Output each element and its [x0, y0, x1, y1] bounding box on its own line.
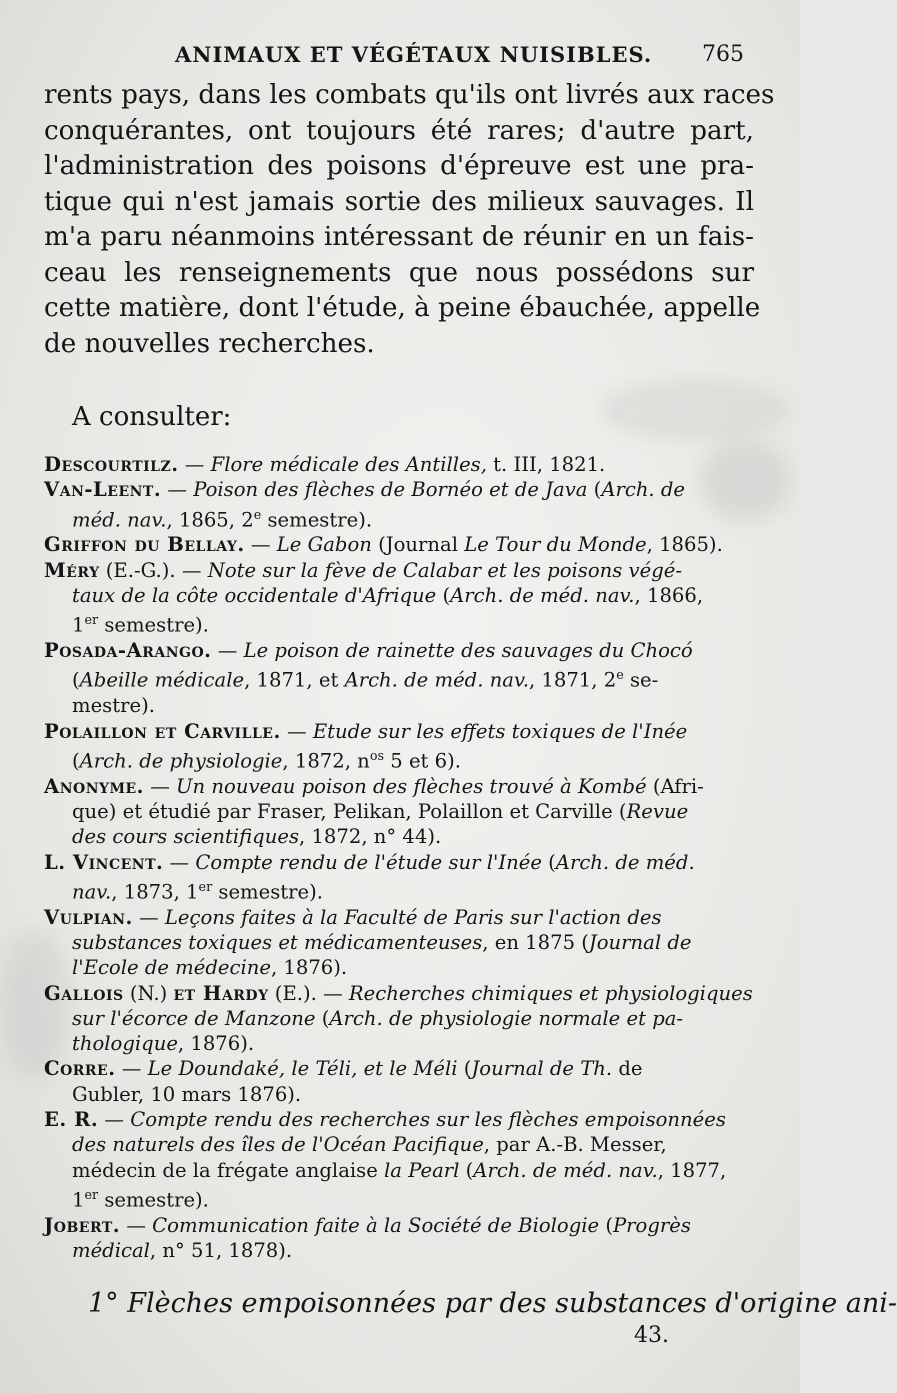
reference-author: Descourtilz. [44, 453, 179, 476]
reference-text: (Afri- [646, 774, 704, 798]
reference-line [44, 608, 760, 638]
body-line: m'a paru néanmoins intéressant de réunir en un fais- [44, 222, 754, 252]
paper-stain [600, 380, 790, 440]
reference-text: ( [587, 478, 602, 502]
reference-text: e [253, 507, 262, 523]
reference-text: — [280, 719, 313, 743]
reference-line [44, 1006, 760, 1031]
reference-title: méd. nav. [72, 508, 167, 532]
body-line: cette matière, dont l'étude, à peine ébauchée, appelle [44, 293, 761, 323]
reference-text: — [120, 1213, 153, 1237]
reference-title: Poison des flèches de Bornéo et de Java [193, 478, 588, 502]
reference-text: , 1865). [646, 533, 723, 557]
reference-text: os [369, 748, 385, 764]
reference-text: semestre). [98, 613, 209, 637]
reference-title: Revue [626, 799, 689, 823]
reference-title: des naturels des îles de l'Océan Pacifique [72, 1133, 484, 1157]
reference-text: , 1872, n [282, 749, 370, 773]
reference-entry [44, 558, 760, 638]
reference-entry [44, 719, 760, 774]
reference-line [44, 905, 760, 930]
reference-text: , 1876). [270, 956, 348, 980]
reference-author: Vulpian. [44, 905, 133, 929]
reference-text: — [163, 850, 196, 874]
reference-title: substances toxiques et médicamenteuses [72, 931, 483, 954]
reference-text: que) et étudié par Fraser, Pelikan, Polaillon et Carville ( [72, 799, 627, 823]
reference-line [44, 1183, 760, 1213]
running-header [175, 38, 750, 74]
reference-title: Arch. de [601, 478, 686, 502]
body-line: ceau les renseignements que nous possédons sur [44, 257, 754, 288]
reference-line [44, 719, 760, 744]
reference-line [44, 583, 760, 608]
reference-title: Journal de Th. [471, 1057, 613, 1081]
reference-title: Arch. de méd. nav. [344, 668, 529, 692]
reference-text: , 1876). [177, 1032, 255, 1056]
reference-line [44, 1107, 760, 1132]
reference-text: médecin de la frégate anglaise [72, 1158, 385, 1182]
reference-text: (E.). — [268, 981, 349, 1005]
reference-author: Polaillon et Carville. [44, 719, 281, 743]
reference-line [44, 824, 760, 849]
reference-title: Communication faite à la Société de Biologie [152, 1213, 600, 1237]
reference-title: Arch. de physiologie [79, 749, 283, 773]
consult-heading: A consulter: [72, 402, 232, 432]
reference-text: 1 [72, 613, 85, 637]
reference-line [44, 744, 760, 774]
reference-author: Griffon du Bellay. [44, 533, 245, 557]
reference-text: , 1871, 2 [528, 668, 617, 692]
reference-title: taux de la côte occidentale d'Afrique [72, 584, 437, 608]
reference-title: Le poison de rainette des sauvages du Chocó [243, 639, 693, 663]
reference-text: er [84, 1187, 99, 1203]
reference-text: ( [315, 1006, 330, 1030]
section-heading: 1° Flèches empoisonnées par des substances d'origine ani- [88, 1288, 897, 1319]
body-line: l'administration des poisons d'épreuve est une pra- [44, 151, 754, 181]
reference-line [44, 1056, 760, 1081]
reference-line [44, 955, 760, 980]
reference-author: Jobert. [44, 1213, 121, 1237]
reference-author: E. R. [44, 1108, 99, 1132]
reference-title: Arch. de physiologie normale et pa- [329, 1006, 684, 1030]
reference-text: (E.-G.). — [99, 558, 208, 582]
body-line: rents pays, dans les combats qu'ils ont livrés aux races [44, 80, 775, 110]
reference-text: se- [623, 668, 659, 692]
reference-title: Flore médicale des Antilles, [210, 453, 487, 476]
reference-entry [44, 1213, 760, 1264]
reference-text: ( [72, 668, 80, 692]
reference-title: Arch. de méd. nav. [473, 1158, 658, 1182]
reference-text: — [244, 533, 277, 557]
reference-title: Un nouveau poison des flèches trouvé à Kombé [176, 774, 647, 798]
reference-line [44, 774, 760, 799]
reference-text: — [161, 478, 194, 502]
reference-title: Compte rendu de l'étude sur l'Inée [195, 850, 542, 874]
reference-author: Posada-Arango. [44, 639, 212, 663]
reference-line [44, 1238, 760, 1263]
reference-author: L. Vincent. [44, 850, 164, 874]
reference-text: , 1865, 2 [166, 508, 254, 532]
reference-text: , 1873, 1 [111, 880, 199, 904]
reference-line [44, 503, 760, 533]
reference-title: nav. [72, 880, 112, 904]
body-paragraph [44, 78, 775, 362]
reference-line [44, 875, 760, 905]
reference-title: Recherches chimiques et physiologiques [348, 981, 753, 1005]
reference-text: ( [541, 850, 556, 874]
reference-text: — [178, 453, 211, 476]
reference-title: thologique [72, 1032, 178, 1056]
reference-line [44, 850, 760, 875]
reference-text: ( [457, 1057, 472, 1081]
reference-line [44, 477, 760, 502]
reference-line [44, 799, 760, 824]
reference-text: 5 et 6). [384, 749, 461, 773]
running-title: ANIMAUX ET VÉGÉTAUX NUISIBLES. [175, 42, 653, 67]
reference-line [44, 638, 760, 663]
reference-text: ( [599, 1213, 613, 1237]
reference-title: Etude sur les effets toxiques de l'Inée [312, 719, 688, 743]
reference-entry [44, 638, 760, 718]
reference-entry [44, 1056, 760, 1107]
reference-author: Van-Leent. [44, 478, 162, 502]
reference-text: — [98, 1108, 131, 1132]
reference-line [44, 1031, 760, 1056]
reference-text: (Journal [371, 533, 465, 557]
reference-text: , 1877, [657, 1158, 727, 1182]
reference-text: , n° 51, 1878). [149, 1239, 293, 1263]
reference-text: semestre). [98, 1188, 209, 1212]
reference-entry [44, 774, 760, 850]
reference-text: (N.) [123, 981, 174, 1005]
reference-text: er [84, 613, 99, 629]
reference-text: mestre). [72, 694, 155, 718]
reference-line [44, 693, 760, 718]
body-line: de nouvelles recherches. [44, 328, 375, 359]
reference-text: er [198, 879, 213, 895]
reference-text: de [612, 1057, 643, 1081]
reference-title: Progrès [612, 1213, 691, 1237]
reference-author: Gallois [44, 981, 124, 1005]
reference-title: Abeille médicale [79, 668, 245, 692]
reference-line [44, 663, 760, 693]
reference-title: Compte rendu des recherches sur les flèches empoisonnées [130, 1108, 726, 1132]
reference-text: ( [72, 749, 80, 773]
reference-line [44, 1082, 760, 1107]
reference-title: sur l'écorce de Manzone [72, 1006, 316, 1030]
reference-text: , en 1875 ( [482, 931, 589, 954]
reference-text: semestre). [261, 508, 373, 532]
reference-author: Méry [44, 558, 100, 582]
reference-text: e [616, 668, 624, 684]
reference-title: des cours scientifiques [72, 825, 299, 849]
reference-author: Anonyme. [44, 774, 144, 798]
reference-text: t. III, 1821. [486, 453, 606, 476]
reference-line [44, 1158, 760, 1183]
body-line: tique qui n'est jamais sortie des milieux sauvages. Il [44, 186, 754, 217]
reference-title: Note sur la fève de Calabar et les poisons végé- [207, 558, 682, 582]
reference-title: Journal de [588, 931, 692, 954]
reference-entry [44, 981, 760, 1057]
reference-text: , par A.-B. Messer, [483, 1133, 667, 1157]
reference-title: Arch. de méd. [555, 850, 695, 874]
reference-text: 1 [72, 1188, 85, 1212]
reference-title: Arch. de méd. nav. [450, 584, 635, 608]
reference-title: Le Doundaké, le Téli, et le Méli [147, 1057, 458, 1081]
reference-line [44, 1213, 760, 1238]
page-number: 765 [702, 42, 744, 67]
reference-entry [44, 905, 760, 981]
reference-text: , 1866, [634, 584, 704, 608]
reference-line [44, 930, 760, 955]
reference-line [44, 452, 760, 477]
reference-text: , 1872, n° 44). [299, 825, 442, 849]
reference-entry [44, 452, 760, 477]
reference-text: ( [459, 1158, 474, 1182]
reference-entry [44, 1107, 760, 1213]
reference-title: l'Ecole de médecine [72, 956, 271, 980]
reference-text: — [143, 774, 177, 798]
reference-title: Leçons faites à la Faculté de Paris sur l'action des [164, 905, 662, 929]
reference-author: Corre. [44, 1057, 116, 1081]
reference-title: Le Gabon [276, 533, 372, 557]
body-line: conquérantes, ont toujours été rares; d'autre part, [44, 115, 754, 146]
reference-entry [44, 477, 760, 532]
reference-title: Le Tour du Monde [464, 533, 647, 557]
reference-text: Gubler, 10 mars 1876). [72, 1082, 302, 1106]
reference-text: semestre). [212, 880, 323, 904]
reference-title: médical [72, 1239, 150, 1263]
reference-entry [44, 850, 760, 905]
reference-entry [44, 532, 760, 557]
reference-text: — [115, 1057, 148, 1081]
signature-mark: 43. [634, 1323, 669, 1348]
reference-line [44, 981, 760, 1006]
reference-text: — [132, 905, 165, 929]
reference-list [44, 452, 760, 1263]
reference-text: , 1871, et [244, 668, 345, 692]
reference-line [44, 532, 760, 557]
reference-text: ( [436, 584, 451, 608]
reference-line [44, 1132, 760, 1157]
reference-line [44, 558, 760, 583]
reference-title: la Pearl [384, 1158, 460, 1182]
reference-author: et Hardy [173, 981, 269, 1005]
reference-text: — [211, 639, 244, 663]
